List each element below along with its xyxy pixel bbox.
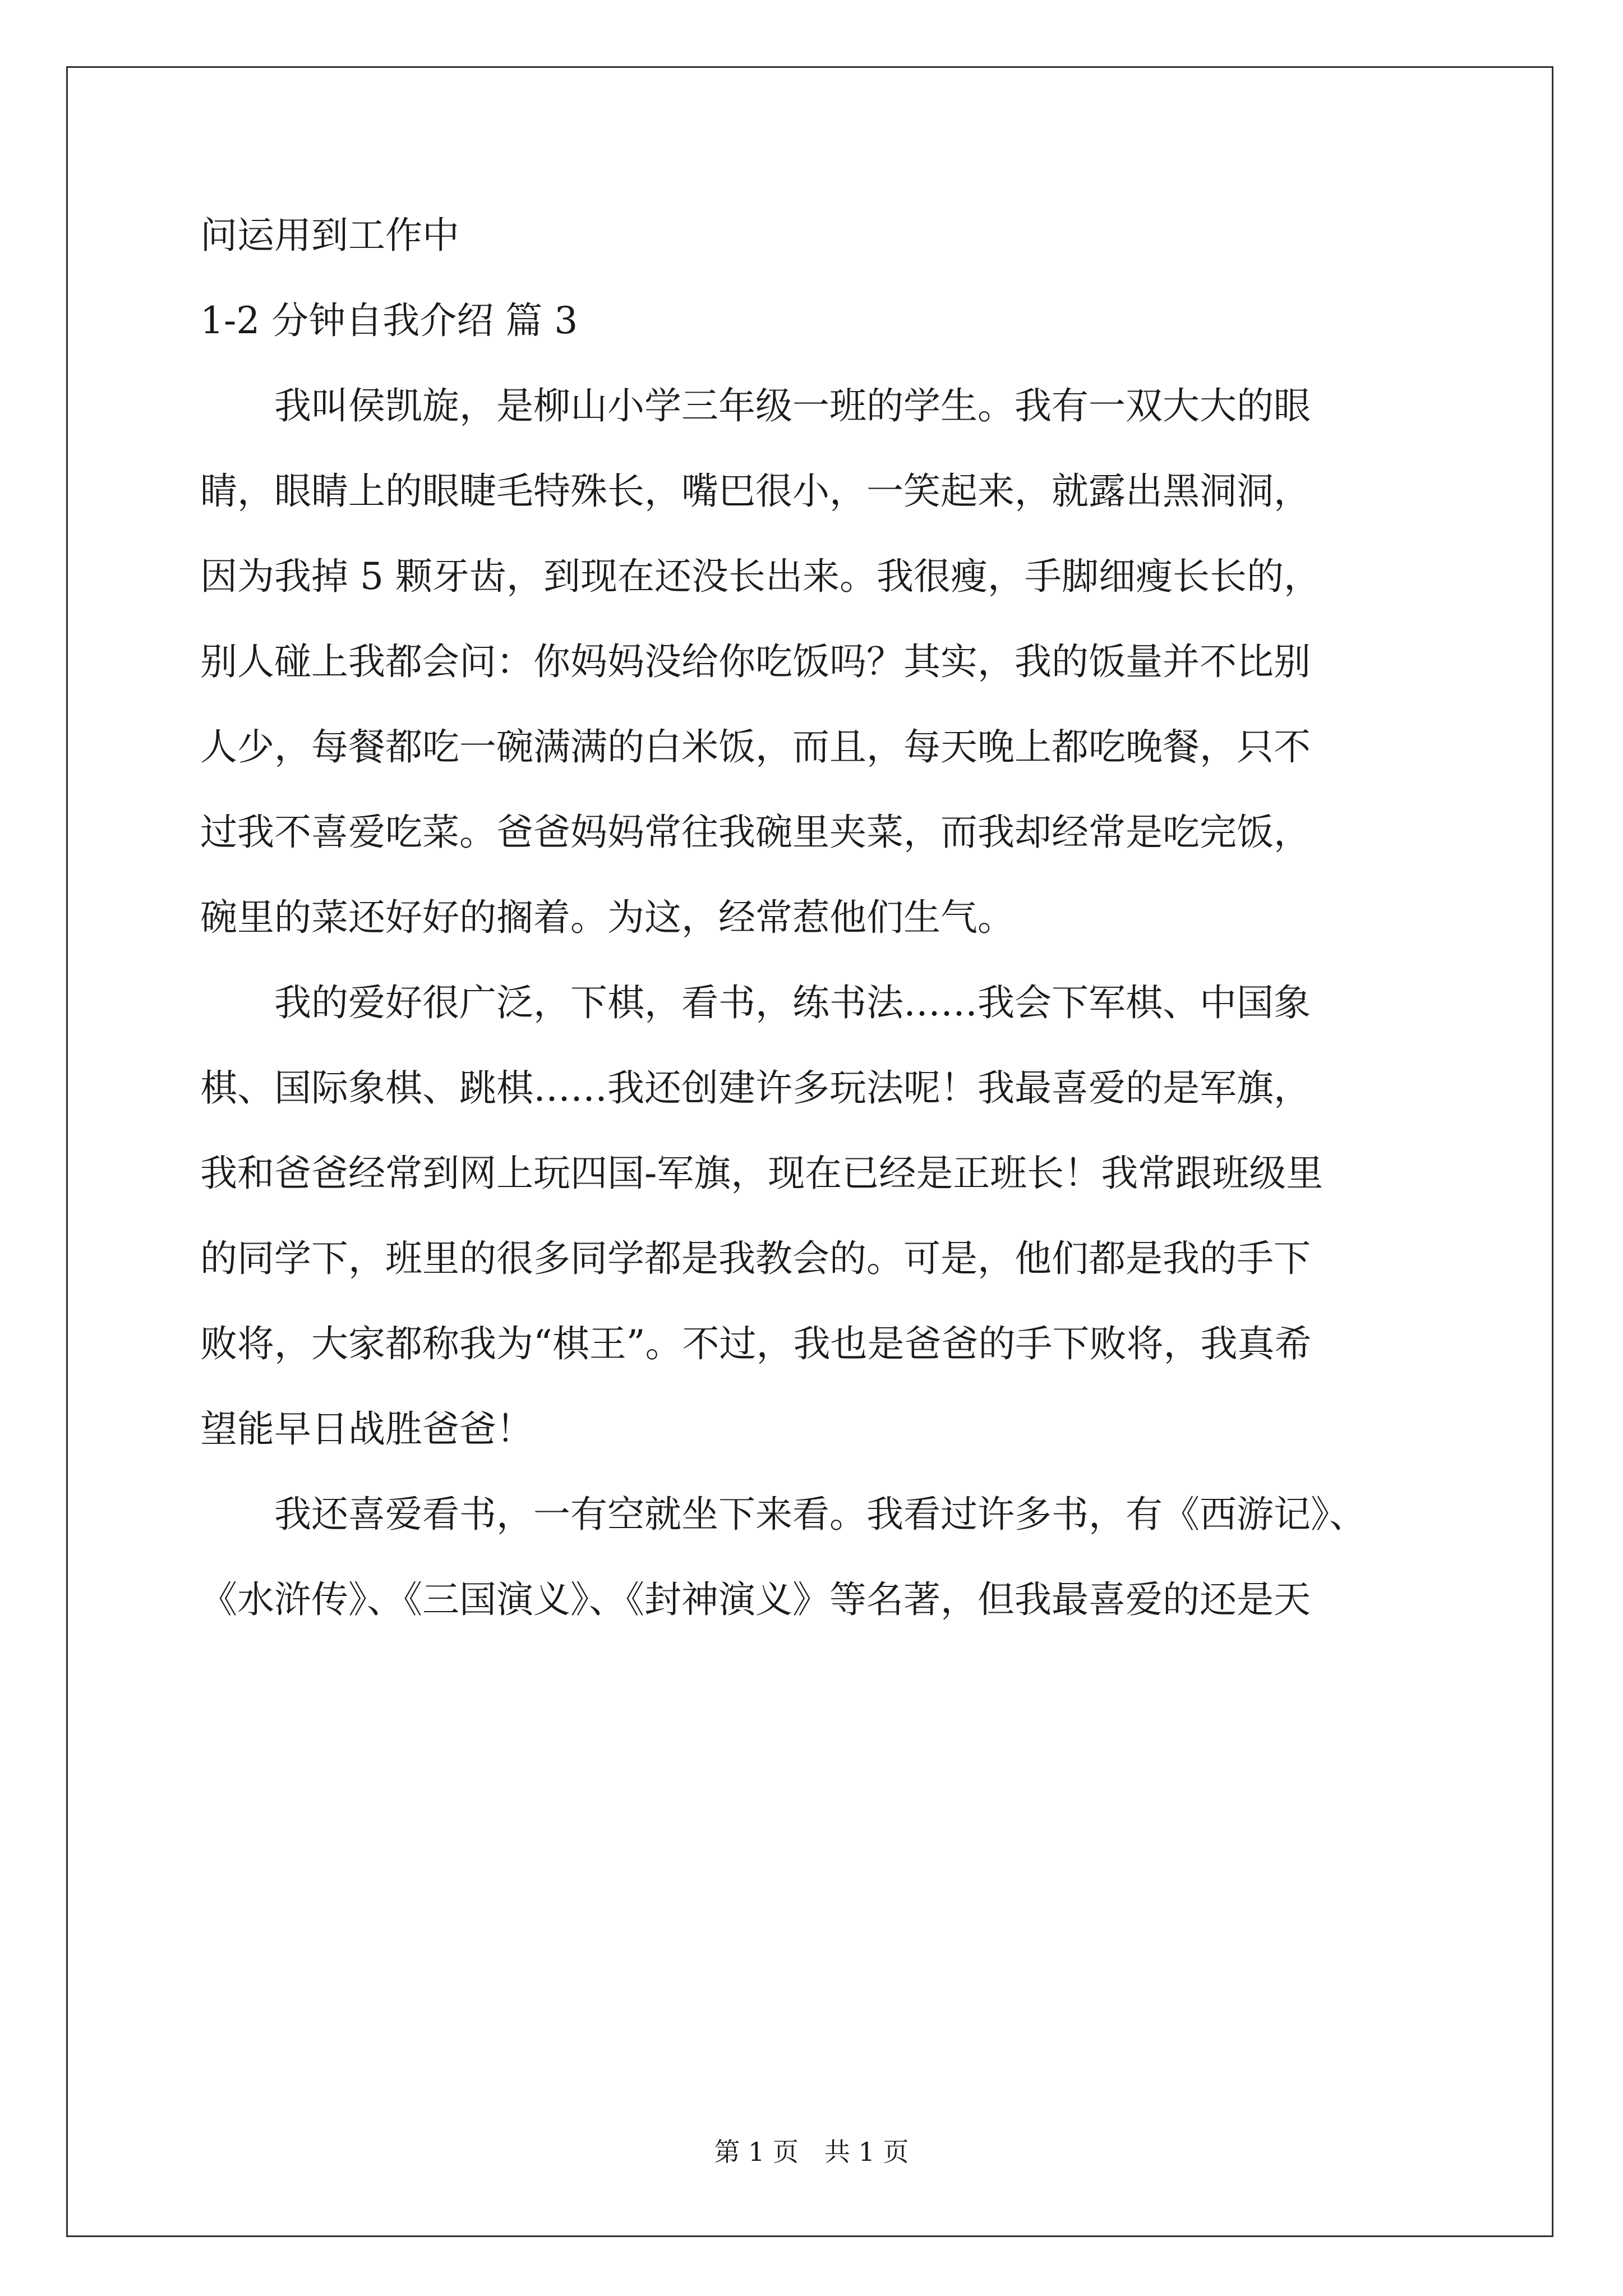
- text-line: 我还喜爱看书，一有空就坐下来看。我看过许多书，有《西游记》、: [200, 1493, 1366, 1536]
- text-line: 我叫侯凯旋，是柳山小学三年级一班的学生。我有一双大大的眼: [200, 384, 1311, 427]
- text-line: 败将，大家都称我为“棋王”。不过，我也是爸爸的手下败将，我真希: [200, 1322, 1312, 1365]
- text-line: 因为我掉 5 颗牙齿，到现在还没长出来。我很瘦，手脚细瘦长长的，: [200, 555, 1321, 598]
- page-number: 第 1 页 共 1 页: [714, 2137, 909, 2167]
- text-line: 人少，每餐都吃一碗满满的白米饭，而且，每天晚上都吃晚餐，只不: [200, 725, 1311, 769]
- text-line: 我和爸爸经常到网上玩四国-军旗，现在已经是正班长！我常跟班级里: [200, 1152, 1324, 1195]
- text-line: 的同学下，班里的很多同学都是我教会的。可是，他们都是我的手下: [200, 1237, 1311, 1280]
- text-line: 问运用到工作中: [200, 214, 459, 257]
- text-line: 碗里的菜还好好的搁着。为这，经常惹他们生气。: [200, 896, 1015, 939]
- text-line: 棋、国际象棋、跳棋……我还创建许多玩法呢！我最喜爱的是军旗，: [200, 1066, 1311, 1110]
- text-line: 望能早日战胜爸爸！: [200, 1407, 533, 1451]
- text-line: 睛，眼睛上的眼睫毛特殊长，嘴巴很小，一笑起来，就露出黑洞洞，: [200, 470, 1311, 513]
- text-line: 过我不喜爱吃菜。爸爸妈妈常往我碗里夹菜，而我却经常是吃完饭，: [200, 811, 1311, 854]
- text-line: 《水浒传》、《三国演义》、《封神演义》等名著，但我最喜爱的还是天: [200, 1578, 1311, 1621]
- text-line: 我的爱好很广泛，下棋，看书，练书法……我会下军棋、中国象: [200, 981, 1311, 1024]
- text-line: 别人碰上我都会问：你妈妈没给你吃饭吗？其实，我的饭量并不比别: [200, 640, 1311, 683]
- section-heading: 1-2 分钟自我介绍 篇 3: [200, 299, 578, 342]
